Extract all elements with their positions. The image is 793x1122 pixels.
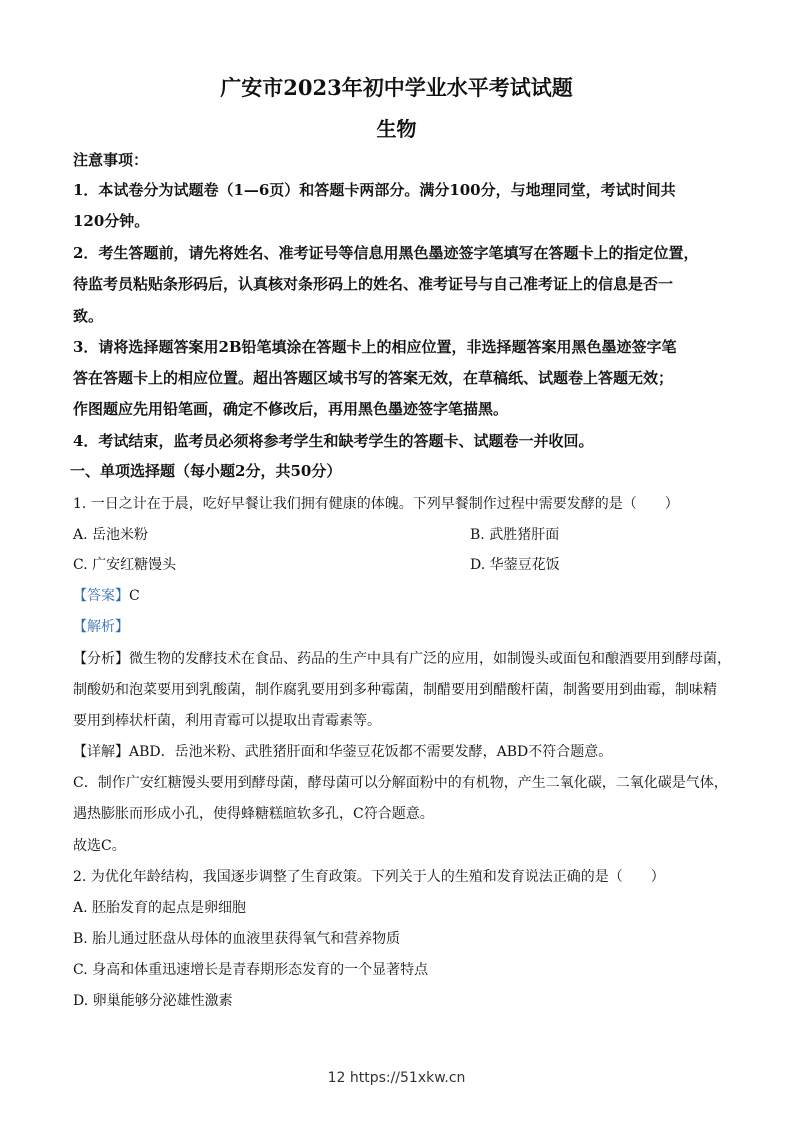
q2-stem: 2. 为优化年龄结构，我国逐步调整了生育政策。下列关于人的生殖和发育说法正确的是（ ） — [73, 869, 665, 885]
q1-option-a: A. 岳池米粉 — [73, 527, 149, 543]
notice-item-1-line-1: 1．本试卷分为试题卷（1—6页）和答题卡两部分。满分100分，与地理同堂，考试时间共 — [73, 181, 676, 199]
section-heading: 一、单项选择题（每小题2分，共50分） — [70, 462, 342, 480]
xiangjie-line-3: 遇热膨胀而形成小孔，使得蜂糖糕暄软多孔，C符合题意。 — [73, 806, 434, 822]
notice-item-3-line-3: 作图题应先用铅笔画，确定不修改后，再用黑色墨迹签字笔描黑。 — [73, 400, 509, 418]
notice-heading: 注意事项： — [73, 151, 149, 169]
page-subtitle: 生物 — [376, 117, 417, 141]
answer-label: 【答案】 — [73, 588, 129, 604]
notice-item-2-line-2: 待监考员粘贴条形码后，认真核对条形码上的姓名、准考证号与自己准考证上的信息是否一 — [73, 275, 674, 293]
q2-option-d: D. 卵巢能够分泌雄性激素 — [73, 993, 233, 1009]
q1-option-c: C. 广安红糖馒头 — [73, 557, 177, 573]
xiangjie-text-1: ABD．岳池米粉、武胜猪肝面和华蓥豆花饭都不需要发酵，ABD不符合题意。 — [129, 744, 613, 760]
q1-option-b: B. 武胜猪肝面 — [470, 527, 560, 543]
q1-option-d: D. 华蓥豆花饭 — [470, 557, 560, 573]
xiangjie-line-2: C．制作广安红糖馒头要用到酵母菌，酵母菌可以分解面粉中的有机物，产生二氧化碳，二氧化碳是气体， — [73, 775, 728, 791]
notice-item-4-line-1: 4．考试结束，监考员必须将参考学生和缺考学生的答题卡、试题卷一并收回。 — [73, 432, 594, 450]
q1-options-row-2 — [73, 555, 733, 575]
fenxi-text-1: 微生物的发酵技术在食品、药品的生产中具有广泛的应用，如制馒头或面包和酿酒要用到酵母菌， — [129, 651, 731, 667]
q2-option-b: B. 胎儿通过胚盘从母体的血液里获得氧气和营养物质 — [73, 931, 401, 947]
page-title: 广安市2023年初中学业水平考试试题 — [220, 75, 573, 100]
q1-conclusion: 故选C。 — [73, 838, 126, 854]
q2-option-a: A. 胚胎发育的起点是卵细胞 — [73, 900, 247, 916]
q1-answer — [73, 586, 733, 606]
q1-stem: 1. 一日之计在于晨，吃好早餐让我们拥有健康的体魄。下列早餐制作过程中需要发酵的是（ ） — [73, 496, 679, 512]
notice-item-3-line-1: 3．请将选择题答案用2B铅笔填涂在答题卡上的相应位置，非选择题答案用黑色墨迹签字笔 — [73, 338, 677, 356]
notice-item-1-line-2: 120分钟。 — [73, 212, 150, 230]
fenxi-label: 【分析】 — [73, 651, 129, 667]
analysis-label: 【解析】 — [73, 619, 129, 635]
fenxi-line-2: 制酸奶和泡菜要用到乳酸菌，制作腐乳要用到多种霉菌，制醋要用到醋酸杆菌，制酱要用到曲霉，制味精 — [73, 682, 717, 698]
xiangjie-line-1 — [73, 742, 733, 762]
fenxi-line-1 — [73, 649, 733, 669]
answer-value: C — [129, 588, 140, 604]
notice-item-3-line-2: 答在答题卡上的相应位置。超出答题区域书写的答案无效，在草稿纸、试题卷上答题无效； — [73, 369, 674, 387]
q1-options-row-1 — [73, 525, 733, 545]
page-footer: 12 https://51xkw.cn — [327, 1070, 466, 1086]
xiangjie-label: 【详解】 — [73, 744, 129, 760]
notice-item-2-line-3: 致。 — [73, 307, 104, 325]
notice-item-2-line-1: 2．考生答题前，请先将姓名、准考证号等信息用黑色墨迹签字笔填写在答题卡上的指定位置， — [73, 244, 699, 262]
fenxi-line-3: 要用到棒状杆菌，利用青霉可以提取出青霉素等。 — [73, 713, 381, 729]
q2-option-c: C. 身高和体重迅速增长是青春期形态发育的一个显著特点 — [73, 962, 429, 978]
